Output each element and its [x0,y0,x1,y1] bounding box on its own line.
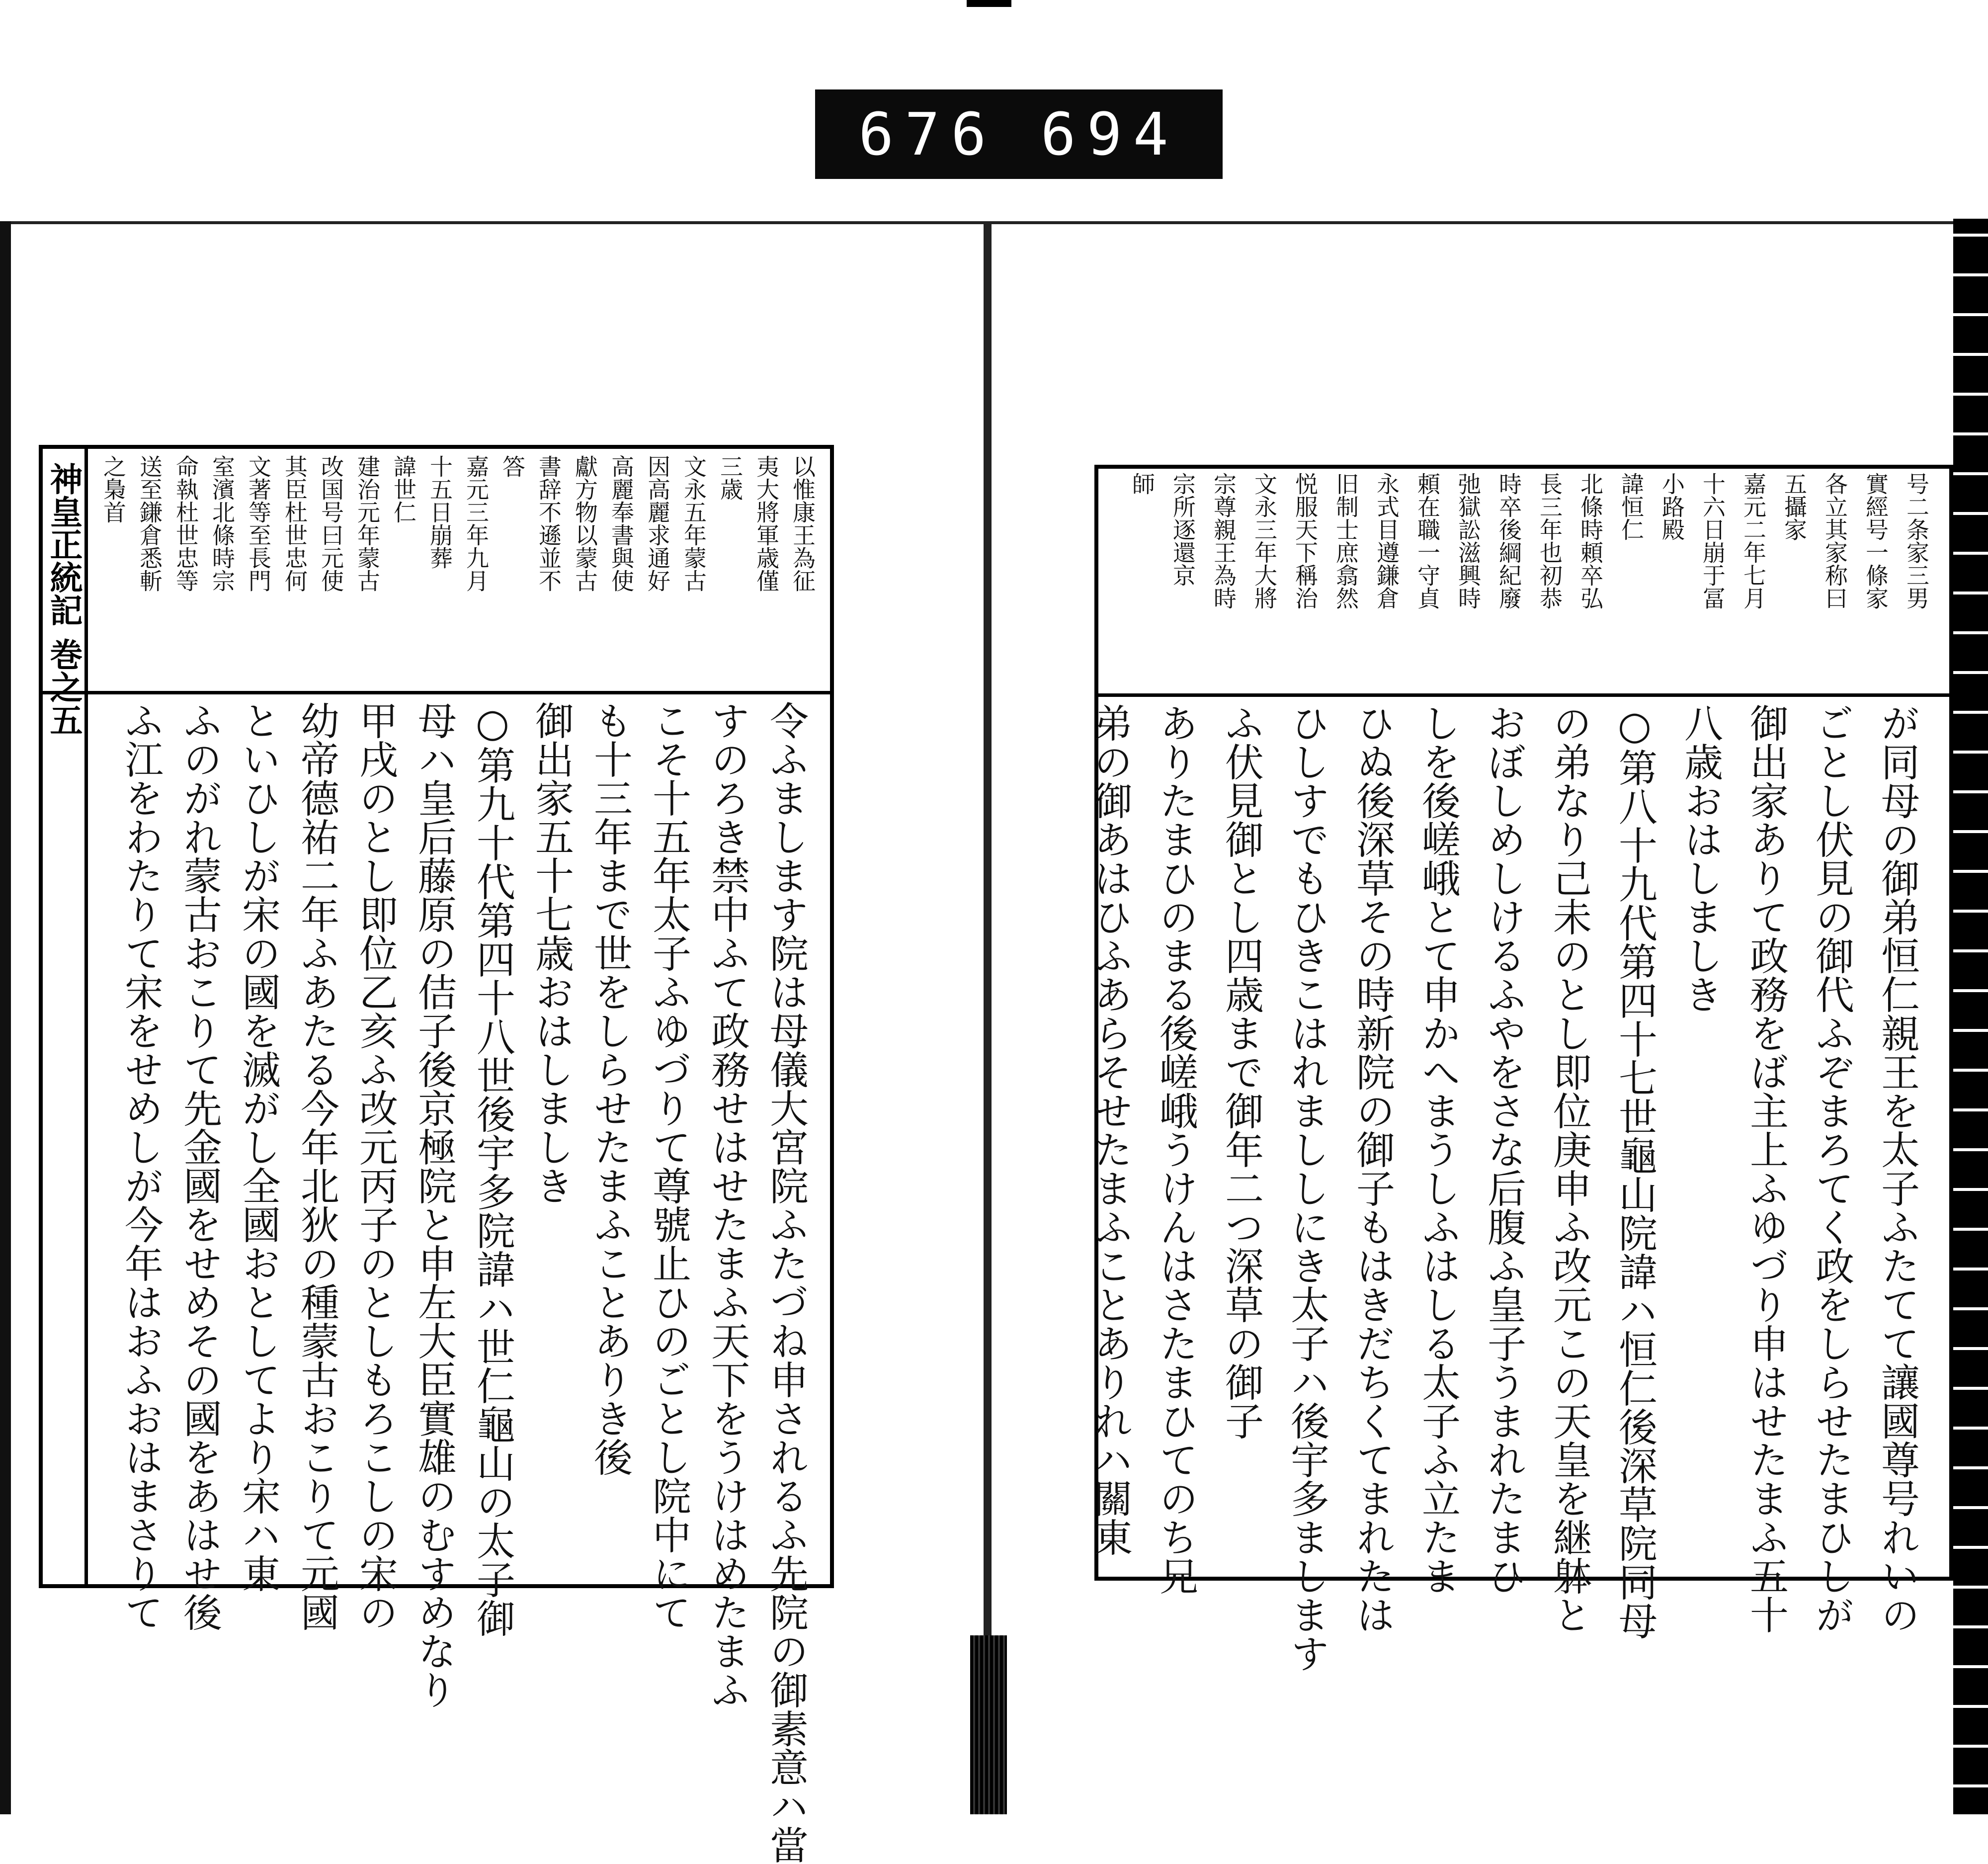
right-note-column-12: 弛獄訟滋興時 [1455,472,1482,609]
right-main-column-13: 弟の御あはひふあらそせたまふことありれハ關東 [1087,703,1132,1556]
right-main-column-8: しを後嵯峨とて申かへまうしふはしる太子ふ立たま [1415,703,1460,1595]
right-note-column-3: 各立其家称曰 [1822,472,1848,609]
frame-number-right: 694 [1040,100,1179,169]
left-note-column-18: 命執杜世忠等 [172,455,199,592]
right-note-column-15: 旧制士庶翕然 [1332,472,1359,609]
right-note-column-13: 頼在職一守貞 [1414,472,1441,609]
frame-number-left: 676 [858,100,997,169]
left-page-side-title: 神皇正統記 巻之五 [44,462,83,736]
right-note-column-14: 永式目遵鎌倉 [1373,472,1400,609]
right-main-column-2: ごとし伏見の御代ふぞまろてく政をしらせたまひしが [1809,703,1854,1634]
frame-number-label [815,89,1223,179]
left-note-column-5: 因高麗求通好 [644,455,671,592]
left-note-column-19: 送至鎌倉悉斬 [136,455,163,592]
book-gutter [984,221,992,1814]
right-main-column-12: ありたまひのまる後嵯峨うけんはさたまひてのち兄 [1153,703,1198,1595]
left-note-column-20: 之梟首 [100,455,127,523]
left-main-column-9: 幼帝德祐二年ふあたる今年北狄の種蒙古おこりて元國 [294,701,339,1631]
right-note-column-1: 号二条家三男 [1903,472,1930,609]
left-note-column-3: 三歳 [717,455,744,501]
left-note-column-15: 其臣杜世忠何 [281,455,308,592]
right-page-divider [1094,693,1953,697]
book-left-edge [0,221,11,1814]
left-main-column-2: すのろき禁中ふて政務せはせたまふ天下をうけはめたまふ [705,701,749,1709]
bookmark-tassel [970,1635,1007,1814]
left-main-column-10: といひしが宋の國を滅がし全國おとしてより宋ハ東 [236,701,280,1593]
right-note-column-18: 宗尊親王為時 [1210,472,1237,609]
right-note-column-8: 諱恒仁 [1618,472,1645,541]
left-note-column-8: 書辞不遜並不 [535,455,562,592]
right-main-column-11: ふ伏見御とし四歳まで御年二つ深草の御子 [1219,703,1263,1440]
left-note-column-6: 高麗奉書與使 [608,455,635,592]
left-main-column-6: ○第九十代第四十八世後宇多院諱ハ世仁龜山の太子御 [470,701,515,1637]
right-main-column-9: ひぬ後深草その時新院の御子もはきだちくてまれたは [1350,703,1395,1634]
right-note-column-5: 嘉元二年七月 [1740,472,1767,609]
left-main-column-5: 御出家五十七歳おはしましき [529,701,574,1205]
left-main-column-8: 甲戌のとし即位乙亥ふ改元丙子のとしもろこしの宋の [353,701,398,1631]
left-note-column-17: 室濱北條時宗 [209,455,236,592]
right-note-column-10: 長三年也初恭 [1536,472,1563,609]
right-page-edge-strip [1953,219,1988,1814]
left-note-column-2: 夷大將軍歳僅 [753,455,780,592]
left-note-column-12: 諱世仁 [390,455,417,523]
right-main-column-6: の弟なり己未のとし即位庚申ふ改元この天皇を継躰と [1547,703,1591,1634]
left-note-column-9: 答 [499,455,526,478]
left-page-side-rule [84,445,88,1588]
right-main-column-1: が同母の御弟恒仁親王を太子ふたてて讓國尊号れいの [1875,703,1919,1634]
right-note-column-16: 悦服天下稱治 [1292,472,1319,609]
left-note-column-4: 文永五年蒙古 [680,455,707,592]
left-note-column-14: 改国号曰元使 [318,455,344,592]
right-note-column-19: 宗所逐還京 [1169,472,1196,587]
right-note-column-7: 小路殿 [1658,472,1685,541]
left-main-column-12: ふ江をわたりて宋をせめしが今年はおふおはまさりて [118,701,163,1631]
left-note-column-7: 獻方物以蒙古 [572,455,598,592]
right-note-column-4: 五攝家 [1781,472,1808,541]
right-main-column-10: ひしすでもひきこはれまししにき太子ハ後宇多まします [1284,703,1329,1673]
right-note-column-11: 時卒後綱紀廢 [1495,472,1522,609]
left-note-column-1: 以惟康王為征 [789,455,816,592]
right-main-column-4: 八歳おはしましき [1678,703,1723,1014]
right-note-column-9: 北條時頼卒弘 [1577,472,1604,609]
left-note-column-10: 嘉元三年九月 [463,455,490,592]
left-main-column-7: 母ハ皇后藤原の佶子後京極院と申左大臣實雄のむすめなり [412,701,456,1709]
left-main-column-4: も十三年まで世をしらせたまふことありき後 [587,701,632,1476]
left-main-column-3: こそ十五年太子ふゆづりて尊號止ひのごとし院中にて [646,701,691,1631]
left-note-column-16: 文著等至長門 [245,455,272,592]
left-main-column-1: 令ふまします院は母儀大宮院ふたづね申されるふ先院の御素意ハ當 [763,701,808,1864]
top-black-marker [967,0,1011,7]
left-main-column-11: ふのがれ蒙古おこりて先金國をせめその國をあはせ後 [177,701,222,1631]
left-page-divider [39,691,834,694]
right-note-column-6: 十六日崩于冨 [1699,472,1726,609]
right-main-column-5: ○第八十九代第四十七世龜山院諱ハ恒仁後深草院同母 [1612,703,1657,1640]
right-main-column-7: おぼしめしけるふやをさな后腹ふ皇子うまれたまひ [1481,703,1526,1595]
left-note-column-13: 建治元年蒙古 [354,455,381,592]
right-note-column-17: 文永三年大將 [1251,472,1278,609]
left-note-column-11: 十五日崩葬 [426,455,453,569]
right-main-column-3: 御出家ありて政務をば主上ふゆづり申はせたまふ五十 [1743,703,1788,1634]
right-note-column-2: 實經号一條家 [1862,472,1889,609]
right-note-column-20: 師 [1129,472,1156,495]
